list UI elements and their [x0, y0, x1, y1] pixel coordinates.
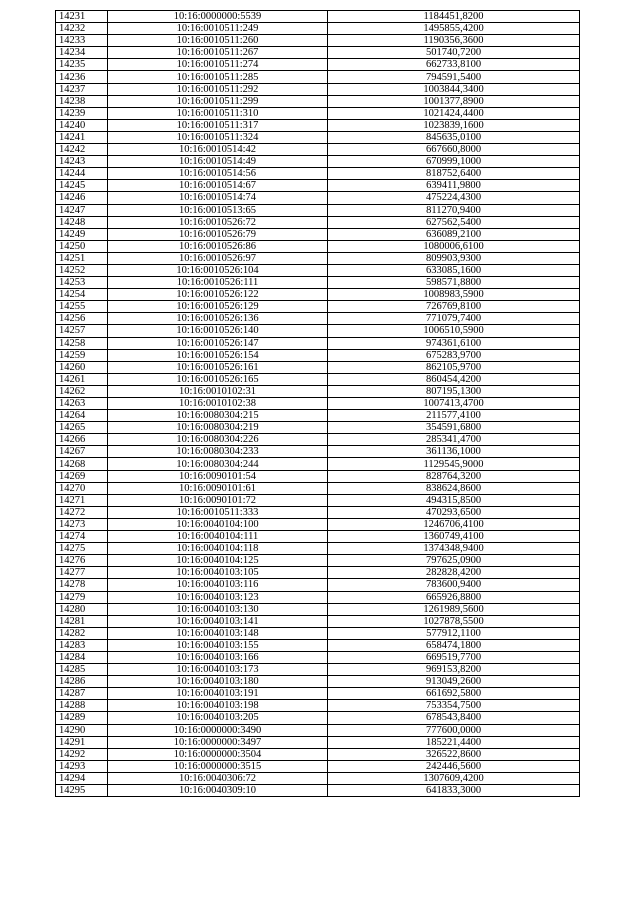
- cadastral-number-cell: 10:16:0010526:122: [108, 289, 328, 301]
- table-row: [56, 95, 580, 107]
- cadastral-value-cell: 797625,0900: [328, 555, 580, 567]
- cadastral-number-cell: 10:16:0040103:148: [108, 627, 328, 639]
- cadastral-number-cell: 10:16:0040103:191: [108, 688, 328, 700]
- cadastral-value-cell: 185221,4400: [328, 736, 580, 748]
- cadastral-value-cell: 753354,7500: [328, 700, 580, 712]
- cadastral-number-cell: 10:16:0040104:100: [108, 518, 328, 530]
- row-number-cell: 14255: [56, 301, 108, 313]
- cadastral-number-cell: 10:16:0010511:299: [108, 95, 328, 107]
- table-row: [56, 349, 580, 361]
- table-row: [56, 47, 580, 59]
- table-row: [56, 748, 580, 760]
- cadastral-number-cell: 10:16:0000000:3490: [108, 724, 328, 736]
- cadastral-value-cell: 598571,8800: [328, 277, 580, 289]
- row-number-cell: 14290: [56, 724, 108, 736]
- cadastral-value-cell: 670999,1000: [328, 156, 580, 168]
- cadastral-value-cell: 636089,2100: [328, 228, 580, 240]
- row-number-cell: 14276: [56, 555, 108, 567]
- cadastral-value-cell: 1006510,5900: [328, 325, 580, 337]
- row-number-cell: 14265: [56, 422, 108, 434]
- cadastral-number-cell: 10:16:0010514:56: [108, 168, 328, 180]
- cadastral-number-cell: 10:16:0010511:324: [108, 131, 328, 143]
- row-number-cell: 14246: [56, 192, 108, 204]
- cadastral-number-cell: 10:16:0040103:173: [108, 664, 328, 676]
- cadastral-value-cell: 501740,7200: [328, 47, 580, 59]
- row-number-cell: 14275: [56, 543, 108, 555]
- row-number-cell: 14234: [56, 47, 108, 59]
- cadastral-value-cell: 1307609,4200: [328, 772, 580, 784]
- cadastral-value-cell: 1001377,8900: [328, 95, 580, 107]
- row-number-cell: 14264: [56, 410, 108, 422]
- table-row: [56, 785, 580, 797]
- cadastral-value-cell: 242446,5600: [328, 760, 580, 772]
- cadastral-value-cell: 828764,3200: [328, 470, 580, 482]
- table-row: [56, 531, 580, 543]
- cadastral-value-cell: 794591,5400: [328, 71, 580, 83]
- table-row: [56, 651, 580, 663]
- cadastral-value-cell: 675283,9700: [328, 349, 580, 361]
- cadastral-number-cell: 10:16:0040103:198: [108, 700, 328, 712]
- table-row: [56, 567, 580, 579]
- row-number-cell: 14254: [56, 289, 108, 301]
- cadastral-value-cell: 1495855,4200: [328, 23, 580, 35]
- row-number-cell: 14288: [56, 700, 108, 712]
- cadastral-number-cell: 10:16:0000000:5539: [108, 11, 328, 23]
- cadastral-number-cell: 10:16:0010526:79: [108, 228, 328, 240]
- cadastral-value-cell: 1360749,4100: [328, 531, 580, 543]
- table-row: [56, 579, 580, 591]
- cadastral-number-cell: 10:16:0010526:140: [108, 325, 328, 337]
- cadastral-number-cell: 10:16:0010526:147: [108, 337, 328, 349]
- cadastral-value-cell: 726769,8100: [328, 301, 580, 313]
- table-row: [56, 724, 580, 736]
- cadastral-number-cell: 10:16:0010511:274: [108, 59, 328, 71]
- cadastral-value-cell: 969153,8200: [328, 664, 580, 676]
- row-number-cell: 14268: [56, 458, 108, 470]
- row-number-cell: 14293: [56, 760, 108, 772]
- cadastral-value-cell: 1374348,9400: [328, 543, 580, 555]
- row-number-cell: 14252: [56, 264, 108, 276]
- cadastral-value-cell: 1261989,5600: [328, 603, 580, 615]
- cadastral-value-cell: 661692,5800: [328, 688, 580, 700]
- table-row: [56, 361, 580, 373]
- cadastral-number-cell: 10:16:0080304:219: [108, 422, 328, 434]
- cadastral-value-cell: 678543,8400: [328, 712, 580, 724]
- table-row: [56, 23, 580, 35]
- row-number-cell: 14257: [56, 325, 108, 337]
- row-number-cell: 14273: [56, 518, 108, 530]
- table-row: [56, 204, 580, 216]
- row-number-cell: 14243: [56, 156, 108, 168]
- row-number-cell: 14262: [56, 385, 108, 397]
- table-row: [56, 482, 580, 494]
- cadastral-number-cell: 10:16:0040103:141: [108, 615, 328, 627]
- row-number-cell: 14247: [56, 204, 108, 216]
- row-number-cell: 14244: [56, 168, 108, 180]
- table-row: [56, 277, 580, 289]
- table-row: [56, 83, 580, 95]
- table-row: [56, 119, 580, 131]
- table-row: [56, 301, 580, 313]
- cadastral-value-cell: 838624,8600: [328, 482, 580, 494]
- cadastral-number-cell: 10:16:0040103:155: [108, 639, 328, 651]
- table-row: [56, 664, 580, 676]
- table-row: [56, 688, 580, 700]
- cadastral-number-cell: 10:16:0010526:72: [108, 216, 328, 228]
- cadastral-number-cell: 10:16:0080304:215: [108, 410, 328, 422]
- cadastral-value-cell: 771079,7400: [328, 313, 580, 325]
- row-number-cell: 14270: [56, 482, 108, 494]
- cadastral-number-cell: 10:16:0010511:292: [108, 83, 328, 95]
- table-row: [56, 627, 580, 639]
- table-row: [56, 168, 580, 180]
- row-number-cell: 14263: [56, 398, 108, 410]
- cadastral-value-cell: 1184451,8200: [328, 11, 580, 23]
- cadastral-number-cell: 10:16:0010511:310: [108, 107, 328, 119]
- row-number-cell: 14285: [56, 664, 108, 676]
- cadastral-number-cell: 10:16:0080304:233: [108, 446, 328, 458]
- cadastral-value-cell: 669519,7700: [328, 651, 580, 663]
- cadastral-value-cell: 361136,1000: [328, 446, 580, 458]
- table-row: [56, 760, 580, 772]
- cadastral-number-cell: 10:16:0040103:205: [108, 712, 328, 724]
- table-row: [56, 458, 580, 470]
- row-number-cell: 14239: [56, 107, 108, 119]
- table-row: [56, 144, 580, 156]
- table-body: [56, 11, 580, 797]
- row-number-cell: 14286: [56, 676, 108, 688]
- cadastral-number-cell: 10:16:0040104:125: [108, 555, 328, 567]
- row-number-cell: 14231: [56, 11, 108, 23]
- row-number-cell: 14284: [56, 651, 108, 663]
- cadastral-number-cell: 10:16:0080304:244: [108, 458, 328, 470]
- table-row: [56, 543, 580, 555]
- row-number-cell: 14291: [56, 736, 108, 748]
- row-number-cell: 14271: [56, 494, 108, 506]
- table-row: [56, 59, 580, 71]
- row-number-cell: 14261: [56, 373, 108, 385]
- row-number-cell: 14267: [56, 446, 108, 458]
- row-number-cell: 14258: [56, 337, 108, 349]
- cadastral-number-cell: 10:16:0010526:161: [108, 361, 328, 373]
- row-number-cell: 14248: [56, 216, 108, 228]
- table-row: [56, 398, 580, 410]
- cadastral-number-cell: 10:16:0010526:165: [108, 373, 328, 385]
- cadastral-number-cell: 10:16:0090101:72: [108, 494, 328, 506]
- cadastral-value-cell: 282828,4200: [328, 567, 580, 579]
- cadastral-value-cell: 285341,4700: [328, 434, 580, 446]
- row-number-cell: 14241: [56, 131, 108, 143]
- cadastral-value-cell: 809903,9300: [328, 252, 580, 264]
- row-number-cell: 14294: [56, 772, 108, 784]
- cadastral-number-cell: 10:16:0080304:226: [108, 434, 328, 446]
- cadastral-value-cell: 811270,9400: [328, 204, 580, 216]
- cadastral-number-cell: 10:16:0010514:42: [108, 144, 328, 156]
- cadastral-number-cell: 10:16:0010526:111: [108, 277, 328, 289]
- table-row: [56, 470, 580, 482]
- cadastral-value-cell: 211577,4100: [328, 410, 580, 422]
- table-row: [56, 639, 580, 651]
- row-number-cell: 14237: [56, 83, 108, 95]
- row-number-cell: 14235: [56, 59, 108, 71]
- cadastral-number-cell: 10:16:0000000:3497: [108, 736, 328, 748]
- cadastral-value-cell: 627562,5400: [328, 216, 580, 228]
- cadastral-value-cell: 1023839,1600: [328, 119, 580, 131]
- cadastral-number-cell: 10:16:0090101:61: [108, 482, 328, 494]
- data-table: [55, 10, 580, 797]
- cadastral-value-cell: 641833,3000: [328, 785, 580, 797]
- row-number-cell: 14278: [56, 579, 108, 591]
- table-row: [56, 192, 580, 204]
- cadastral-value-cell: 658474,1800: [328, 639, 580, 651]
- table-row: [56, 422, 580, 434]
- cadastral-value-cell: 667660,8000: [328, 144, 580, 156]
- cadastral-value-cell: 1021424,4400: [328, 107, 580, 119]
- table-row: [56, 71, 580, 83]
- row-number-cell: 14236: [56, 71, 108, 83]
- table-row: [56, 736, 580, 748]
- cadastral-number-cell: 10:16:0040103:180: [108, 676, 328, 688]
- table-row: [56, 676, 580, 688]
- cadastral-value-cell: 494315,8500: [328, 494, 580, 506]
- cadastral-value-cell: 1080006,6100: [328, 240, 580, 252]
- table-row: [56, 446, 580, 458]
- table-row: [56, 772, 580, 784]
- cadastral-number-cell: 10:16:0010526:129: [108, 301, 328, 313]
- table-row: [56, 180, 580, 192]
- cadastral-value-cell: 974361,6100: [328, 337, 580, 349]
- cadastral-number-cell: 10:16:0000000:3515: [108, 760, 328, 772]
- cadastral-value-cell: 1003844,3400: [328, 83, 580, 95]
- cadastral-number-cell: 10:16:0010511:317: [108, 119, 328, 131]
- cadastral-number-cell: 10:16:0010511:333: [108, 506, 328, 518]
- row-number-cell: 14289: [56, 712, 108, 724]
- cadastral-number-cell: 10:16:0040103:166: [108, 651, 328, 663]
- cadastral-value-cell: 639411,9800: [328, 180, 580, 192]
- row-number-cell: 14274: [56, 531, 108, 543]
- row-number-cell: 14251: [56, 252, 108, 264]
- cadastral-value-cell: 577912,1100: [328, 627, 580, 639]
- cadastral-value-cell: 1129545,9000: [328, 458, 580, 470]
- table-row: [56, 385, 580, 397]
- table-row: [56, 252, 580, 264]
- cadastral-value-cell: 475224,4300: [328, 192, 580, 204]
- cadastral-number-cell: 10:16:0010526:154: [108, 349, 328, 361]
- row-number-cell: 14266: [56, 434, 108, 446]
- row-number-cell: 14249: [56, 228, 108, 240]
- row-number-cell: 14260: [56, 361, 108, 373]
- row-number-cell: 14282: [56, 627, 108, 639]
- cadastral-value-cell: 845635,0100: [328, 131, 580, 143]
- row-number-cell: 14283: [56, 639, 108, 651]
- cadastral-number-cell: 10:16:0040104:111: [108, 531, 328, 543]
- row-number-cell: 14233: [56, 35, 108, 47]
- table-row: [56, 313, 580, 325]
- cadastral-number-cell: 10:16:0000000:3504: [108, 748, 328, 760]
- cadastral-value-cell: 1246706,4100: [328, 518, 580, 530]
- cadastral-number-cell: 10:16:0010514:67: [108, 180, 328, 192]
- table-row: [56, 289, 580, 301]
- row-number-cell: 14242: [56, 144, 108, 156]
- table-row: [56, 216, 580, 228]
- cadastral-number-cell: 10:16:0040104:118: [108, 543, 328, 555]
- row-number-cell: 14292: [56, 748, 108, 760]
- cadastral-number-cell: 10:16:0040306:72: [108, 772, 328, 784]
- cadastral-number-cell: 10:16:0010526:86: [108, 240, 328, 252]
- cadastral-value-cell: 1190356,3600: [328, 35, 580, 47]
- table-row: [56, 325, 580, 337]
- row-number-cell: 14245: [56, 180, 108, 192]
- table-row: [56, 518, 580, 530]
- cadastral-number-cell: 10:16:0040103:105: [108, 567, 328, 579]
- cadastral-number-cell: 10:16:0010514:74: [108, 192, 328, 204]
- table-row: [56, 156, 580, 168]
- cadastral-number-cell: 10:16:0010511:249: [108, 23, 328, 35]
- table-row: [56, 494, 580, 506]
- cadastral-number-cell: 10:16:0010511:285: [108, 71, 328, 83]
- cadastral-number-cell: 10:16:0040103:123: [108, 591, 328, 603]
- cadastral-number-cell: 10:16:0040103:130: [108, 603, 328, 615]
- table-row: [56, 228, 580, 240]
- row-number-cell: 14279: [56, 591, 108, 603]
- table-row: [56, 591, 580, 603]
- cadastral-number-cell: 10:16:0010511:260: [108, 35, 328, 47]
- cadastral-number-cell: 10:16:0010102:38: [108, 398, 328, 410]
- cadastral-value-cell: 665926,8800: [328, 591, 580, 603]
- cadastral-number-cell: 10:16:0040309:10: [108, 785, 328, 797]
- cadastral-value-cell: 777600,0000: [328, 724, 580, 736]
- row-number-cell: 14277: [56, 567, 108, 579]
- cadastral-number-cell: 10:16:0010526:104: [108, 264, 328, 276]
- row-number-cell: 14272: [56, 506, 108, 518]
- table-row: [56, 506, 580, 518]
- table-row: [56, 410, 580, 422]
- row-number-cell: 14253: [56, 277, 108, 289]
- row-number-cell: 14250: [56, 240, 108, 252]
- table-row: [56, 11, 580, 23]
- cadastral-value-cell: 783600,9400: [328, 579, 580, 591]
- cadastral-value-cell: 818752,6400: [328, 168, 580, 180]
- cadastral-value-cell: 326522,8600: [328, 748, 580, 760]
- cadastral-number-cell: 10:16:0090101:54: [108, 470, 328, 482]
- row-number-cell: 14240: [56, 119, 108, 131]
- cadastral-number-cell: 10:16:0010102:31: [108, 385, 328, 397]
- cadastral-number-cell: 10:16:0010526:136: [108, 313, 328, 325]
- table-row: [56, 555, 580, 567]
- row-number-cell: 14232: [56, 23, 108, 35]
- table-row: [56, 373, 580, 385]
- cadastral-number-cell: 10:16:0010514:49: [108, 156, 328, 168]
- row-number-cell: 14295: [56, 785, 108, 797]
- table-row: [56, 240, 580, 252]
- row-number-cell: 14256: [56, 313, 108, 325]
- table-row: [56, 434, 580, 446]
- table-row: [56, 35, 580, 47]
- cadastral-number-cell: 10:16:0040103:116: [108, 579, 328, 591]
- table-row: [56, 264, 580, 276]
- cadastral-number-cell: 10:16:0010526:97: [108, 252, 328, 264]
- cadastral-value-cell: 862105,9700: [328, 361, 580, 373]
- cadastral-number-cell: 10:16:0010513:65: [108, 204, 328, 216]
- row-number-cell: 14269: [56, 470, 108, 482]
- row-number-cell: 14259: [56, 349, 108, 361]
- table-row: [56, 337, 580, 349]
- row-number-cell: 14281: [56, 615, 108, 627]
- cadastral-value-cell: 354591,6800: [328, 422, 580, 434]
- table-row: [56, 712, 580, 724]
- row-number-cell: 14287: [56, 688, 108, 700]
- row-number-cell: 14238: [56, 95, 108, 107]
- table-row: [56, 107, 580, 119]
- cadastral-value-cell: 1008983,5900: [328, 289, 580, 301]
- table-row: [56, 603, 580, 615]
- cadastral-value-cell: 807195,1300: [328, 385, 580, 397]
- table-row: [56, 615, 580, 627]
- cadastral-value-cell: 860454,4200: [328, 373, 580, 385]
- cadastral-value-cell: 662733,8100: [328, 59, 580, 71]
- table-row: [56, 131, 580, 143]
- table-row: [56, 700, 580, 712]
- row-number-cell: 14280: [56, 603, 108, 615]
- cadastral-number-cell: 10:16:0010511:267: [108, 47, 328, 59]
- cadastral-value-cell: 913049,2600: [328, 676, 580, 688]
- cadastral-value-cell: 1027878,5500: [328, 615, 580, 627]
- cadastral-value-cell: 1007413,4700: [328, 398, 580, 410]
- cadastral-value-cell: 470293,6500: [328, 506, 580, 518]
- cadastral-value-cell: 633085,1600: [328, 264, 580, 276]
